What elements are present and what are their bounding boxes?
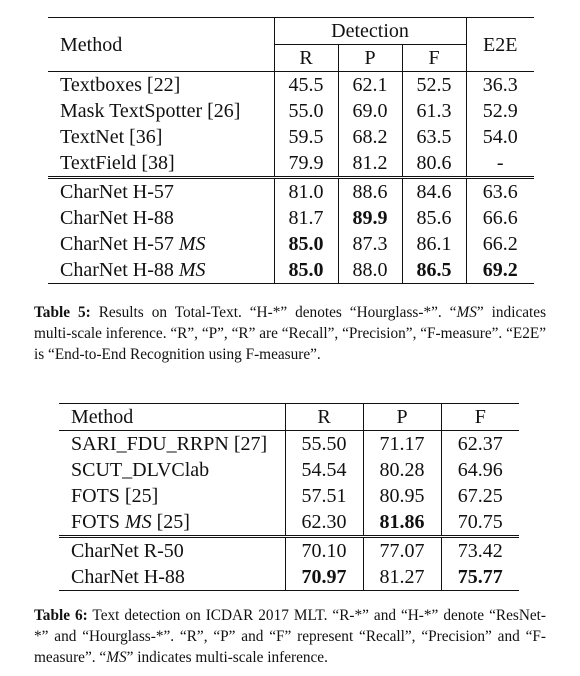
method-tail: [25]	[151, 511, 190, 533]
cell-method: CharNet H-88	[59, 564, 285, 591]
cell-f: 63.5	[402, 124, 466, 150]
cell-p: 80.28	[363, 457, 441, 483]
cell-r-best: 70.97	[285, 564, 363, 591]
cell-method: CharNet R-50	[59, 537, 285, 565]
cell-method: SCUT_DLVClab	[59, 457, 285, 483]
cell-f: 80.6	[402, 150, 466, 178]
cell-e2e: 36.3	[482, 74, 518, 96]
cell-r-best: 85.0	[274, 231, 338, 257]
method-ms: MS	[124, 511, 152, 533]
cell-r: 57.51	[285, 483, 363, 509]
cell-f: 64.96	[457, 459, 503, 481]
cell-f: 85.6	[402, 205, 466, 231]
cell-e2e: -	[496, 152, 504, 174]
header-p: P	[363, 404, 441, 431]
cell-r: 55.50	[285, 431, 363, 458]
cell-r: 54.54	[285, 457, 363, 483]
caption-italic: MS	[106, 649, 127, 666]
header-f: F	[474, 406, 486, 428]
cell-method: TextField [38]	[48, 150, 274, 178]
cell-method: CharNet H-88	[48, 205, 274, 231]
cell-f: 52.5	[402, 72, 466, 99]
cell-method: TextNet [36]	[48, 124, 274, 150]
caption-label: Table 6:	[34, 607, 88, 624]
cell-e2e: 63.6	[482, 181, 518, 203]
cell-e2e-best: 69.2	[482, 259, 518, 281]
cell-r: 81.0	[274, 178, 338, 206]
table-row	[48, 257, 534, 284]
header-f: F	[402, 45, 466, 72]
table-header	[59, 404, 519, 431]
table-row	[59, 457, 519, 483]
cell-r: 59.5	[274, 124, 338, 150]
cell-method: SARI_FDU_RRPN [27]	[59, 431, 285, 458]
cell-r: 70.10	[285, 537, 363, 565]
cell-e2e: 52.9	[482, 100, 518, 122]
cell-p: 88.0	[338, 257, 402, 284]
cell-method: Mask TextSpotter [26]	[48, 98, 274, 124]
table-row	[59, 564, 519, 591]
cell-method: Textboxes [22]	[48, 72, 274, 99]
cell-p: 80.95	[363, 483, 441, 509]
cell-method: CharNet H-57	[48, 178, 274, 206]
table-row	[59, 537, 519, 565]
cell-f: 62.37	[457, 433, 503, 455]
cell-e2e: 66.2	[482, 233, 518, 255]
method-base: CharNet H-88	[60, 259, 179, 281]
cell-p: 68.2	[338, 124, 402, 150]
table-row	[59, 431, 519, 458]
cell-method: FOTS [25]	[59, 483, 285, 509]
cell-p: 77.07	[363, 537, 441, 565]
table-row	[48, 150, 534, 178]
cell-f-best: 75.77	[457, 566, 503, 588]
cell-p-best: 89.9	[338, 205, 402, 231]
cell-r: 79.9	[274, 150, 338, 178]
cell-p: 88.6	[338, 178, 402, 206]
table-5	[48, 17, 534, 284]
header-method: Method	[48, 18, 274, 72]
cell-f: 73.42	[457, 540, 503, 562]
cell-r-best: 85.0	[274, 257, 338, 284]
cell-p: 81.2	[338, 150, 402, 178]
table-5-caption	[34, 302, 546, 365]
table-row	[59, 483, 519, 509]
table-row	[59, 509, 519, 537]
header-r: R	[274, 45, 338, 72]
cell-r: 81.7	[274, 205, 338, 231]
cell-f-best: 86.5	[402, 257, 466, 284]
caption-text: ” indicates multi-scale inference. “R”, “P”, “R” are “Recall”, “Precision”, “F-measure”. “E2E” is “End-to-End Recognition using F-measure”.	[34, 304, 547, 363]
caption-text: Results on Total-Text. “H-*” denotes “Hourglass-*”. “	[90, 304, 457, 321]
cell-p: 71.17	[363, 431, 441, 458]
method-ms: MS	[178, 259, 206, 281]
table-row	[48, 124, 534, 150]
cell-r: 55.0	[274, 98, 338, 124]
table-row	[48, 231, 534, 257]
cell-p-best: 81.86	[363, 509, 441, 537]
header-p: P	[338, 45, 402, 72]
cell-f: 70.75	[457, 511, 503, 533]
cell-p: 62.1	[338, 72, 402, 99]
cell-method	[59, 509, 285, 537]
cell-f: 84.6	[402, 178, 466, 206]
cell-p: 69.0	[338, 98, 402, 124]
cell-p: 81.27	[363, 564, 441, 591]
method-ms: MS	[178, 233, 206, 255]
cell-f: 61.3	[402, 98, 466, 124]
cell-r: 62.30	[285, 509, 363, 537]
cell-method	[48, 257, 274, 284]
cell-f: 86.1	[402, 231, 466, 257]
cell-e2e: 66.6	[482, 207, 518, 229]
table-row	[48, 72, 534, 99]
header-method: Method	[59, 404, 285, 431]
header-e2e: E2E	[466, 18, 534, 72]
cell-r: 45.5	[274, 72, 338, 99]
method-base: CharNet H-57	[60, 233, 179, 255]
table-6-caption	[34, 605, 546, 668]
cell-e2e: 54.0	[482, 126, 518, 148]
cell-method	[48, 231, 274, 257]
header-detection: Detection	[274, 18, 466, 45]
table-6	[59, 403, 519, 591]
caption-italic: MS	[456, 304, 477, 321]
table-row	[48, 98, 534, 124]
caption-text: ” indicates multi-scale inference.	[126, 649, 328, 666]
table-row	[48, 205, 534, 231]
header-r: R	[285, 404, 363, 431]
cell-p: 87.3	[338, 231, 402, 257]
caption-text: Text detection on ICDAR 2017 MLT. “R-*” and “H-*” denote “ResNet-*” and “Hourglass-*”. “R”, “P” and “F” represent “Recall”, “Precision” and “F-measure”. “	[34, 607, 546, 666]
cell-f: 67.25	[457, 485, 503, 507]
table-row	[48, 178, 534, 206]
caption-label: Table 5:	[34, 304, 91, 321]
method-base: FOTS	[71, 511, 125, 533]
